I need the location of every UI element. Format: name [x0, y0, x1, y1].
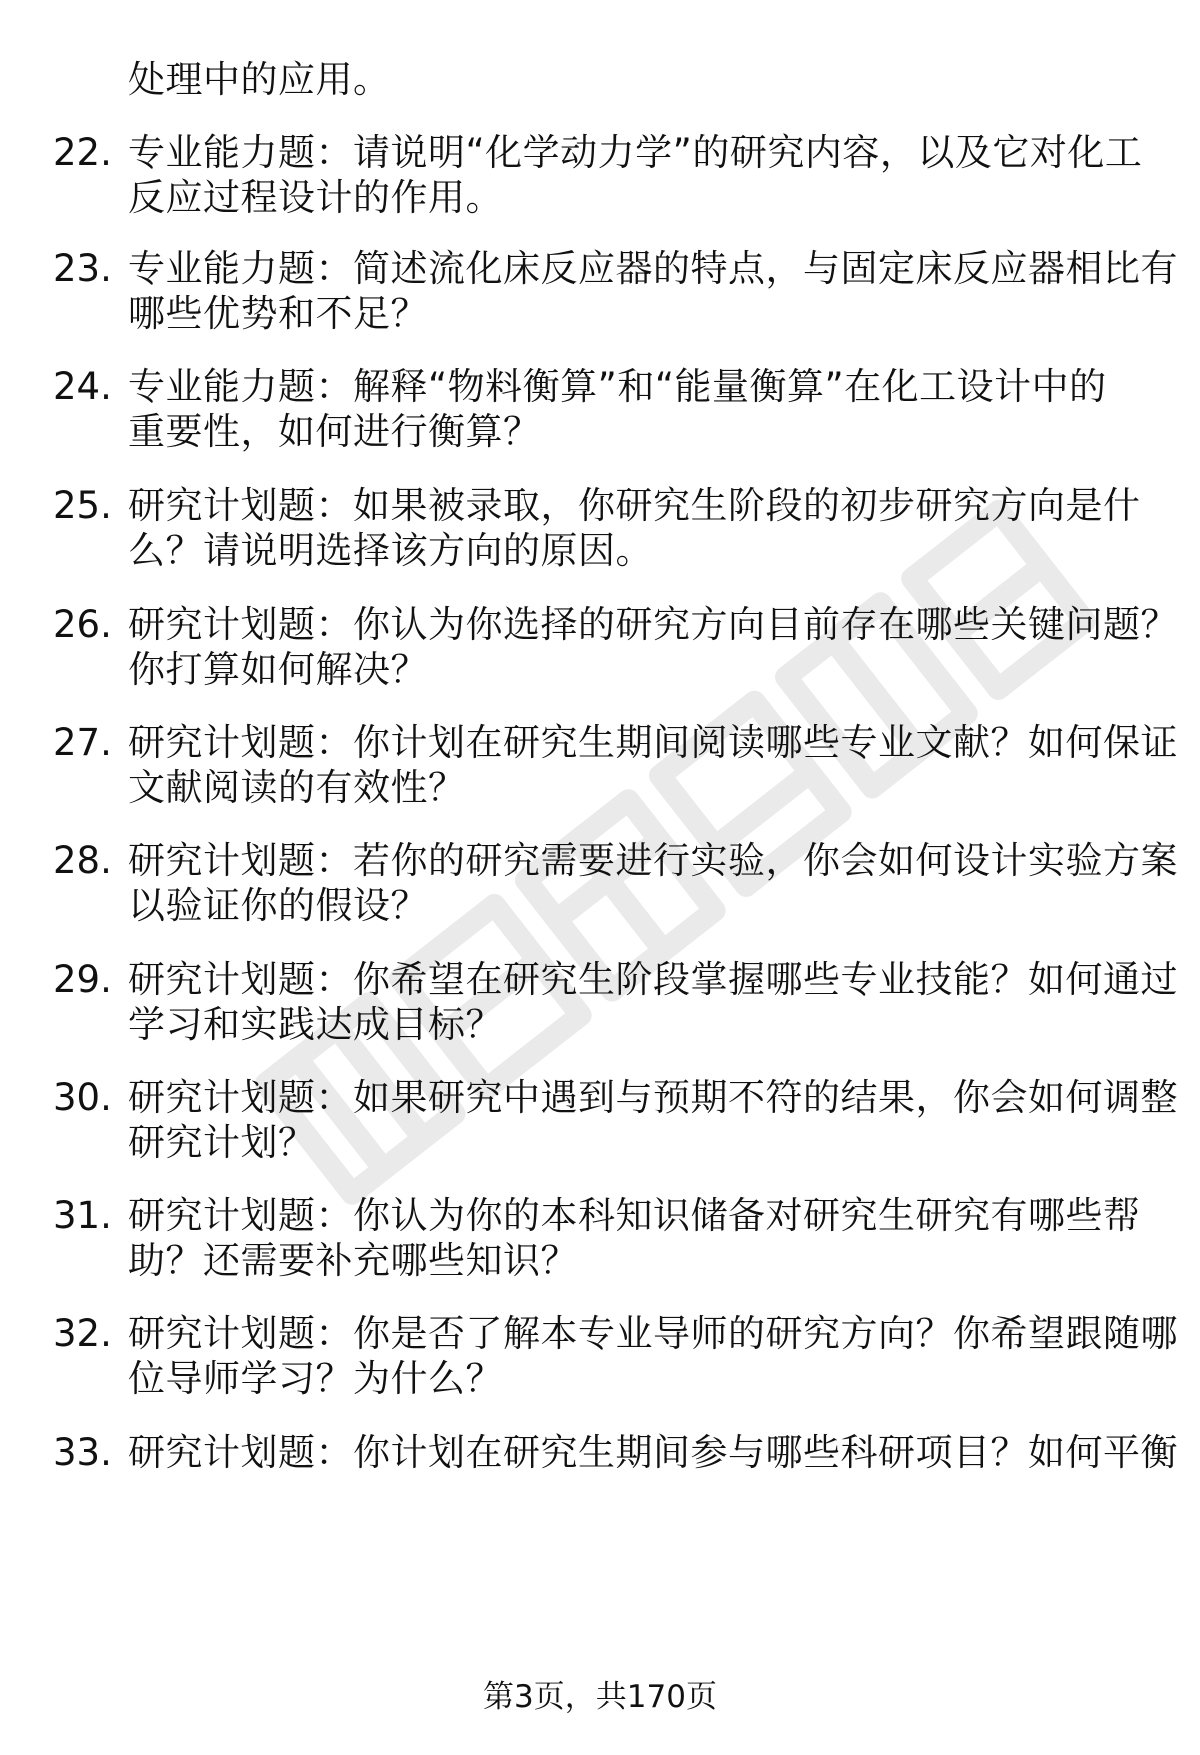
question-number: 28. [53, 839, 112, 882]
question-line: 以验证你的假设？ [128, 884, 428, 927]
question-number: 33. [53, 1431, 112, 1474]
question-number: 24. [53, 365, 112, 408]
question-line: 研究计划题：你认为你选择的研究方向目前存在哪些关键问题？ [128, 603, 1178, 646]
question-line: 位导师学习？为什么？ [128, 1357, 503, 1400]
question-number: 22. [53, 131, 112, 174]
question-line: 文献阅读的有效性？ [128, 766, 466, 809]
question-line: 研究计划题：如果研究中遇到与预期不符的结果，你会如何调整 [128, 1076, 1178, 1119]
question-number: 27. [53, 721, 112, 764]
question-number: 23. [53, 247, 112, 290]
question-line: 么？请说明选择该方向的原因。 [128, 529, 653, 572]
question-number: 25. [53, 484, 112, 527]
question-line: 你打算如何解决？ [128, 648, 428, 691]
page-footer: 第3页，共170页 [483, 1679, 717, 1715]
question-line: 研究计划题：你计划在研究生期间阅读哪些专业文献？如何保证 [128, 721, 1178, 764]
question-line: 研究计划题：你是否了解本专业导师的研究方向？你希望跟随哪 [128, 1312, 1178, 1355]
question-line: 研究计划题：你认为你的本科知识储备对研究生研究有哪些帮 [128, 1194, 1141, 1237]
question-line: 研究计划题：你计划在研究生期间参与哪些科研项目？如何平衡 [128, 1431, 1178, 1474]
question-line: 助？还需要补充哪些知识？ [128, 1239, 578, 1282]
question-line: 专业能力题：解释“物料衡算”和“能量衡算”在化工设计中的 [128, 365, 1107, 408]
question-line: 研究计划题：如果被录取，你研究生阶段的初步研究方向是什 [128, 484, 1141, 527]
question-line: 重要性，如何进行衡算？ [128, 410, 541, 453]
question-number: 31. [53, 1194, 112, 1237]
question-number: 32. [53, 1312, 112, 1355]
question-line: 研究计划题：若你的研究需要进行实验，你会如何设计实验方案 [128, 839, 1178, 882]
question-number: 30. [53, 1076, 112, 1119]
question-number: 29. [53, 958, 112, 1001]
question-line: 研究计划题：你希望在研究生阶段掌握哪些专业技能？如何通过 [128, 958, 1178, 1001]
question-line: 专业能力题：简述流化床反应器的特点，与固定床反应器相比有 [128, 247, 1178, 290]
question-line: 反应过程设计的作用。 [128, 176, 503, 219]
question-line: 研究计划？ [128, 1121, 316, 1164]
question-number: 26. [53, 603, 112, 646]
question-line: 学习和实践达成目标？ [128, 1003, 503, 1046]
continuation-text: 处理中的应用。 [128, 58, 391, 101]
question-line: 哪些优势和不足？ [128, 292, 428, 335]
question-line: 专业能力题：请说明“化学动力学”的研究内容，以及它对化工 [128, 131, 1143, 174]
